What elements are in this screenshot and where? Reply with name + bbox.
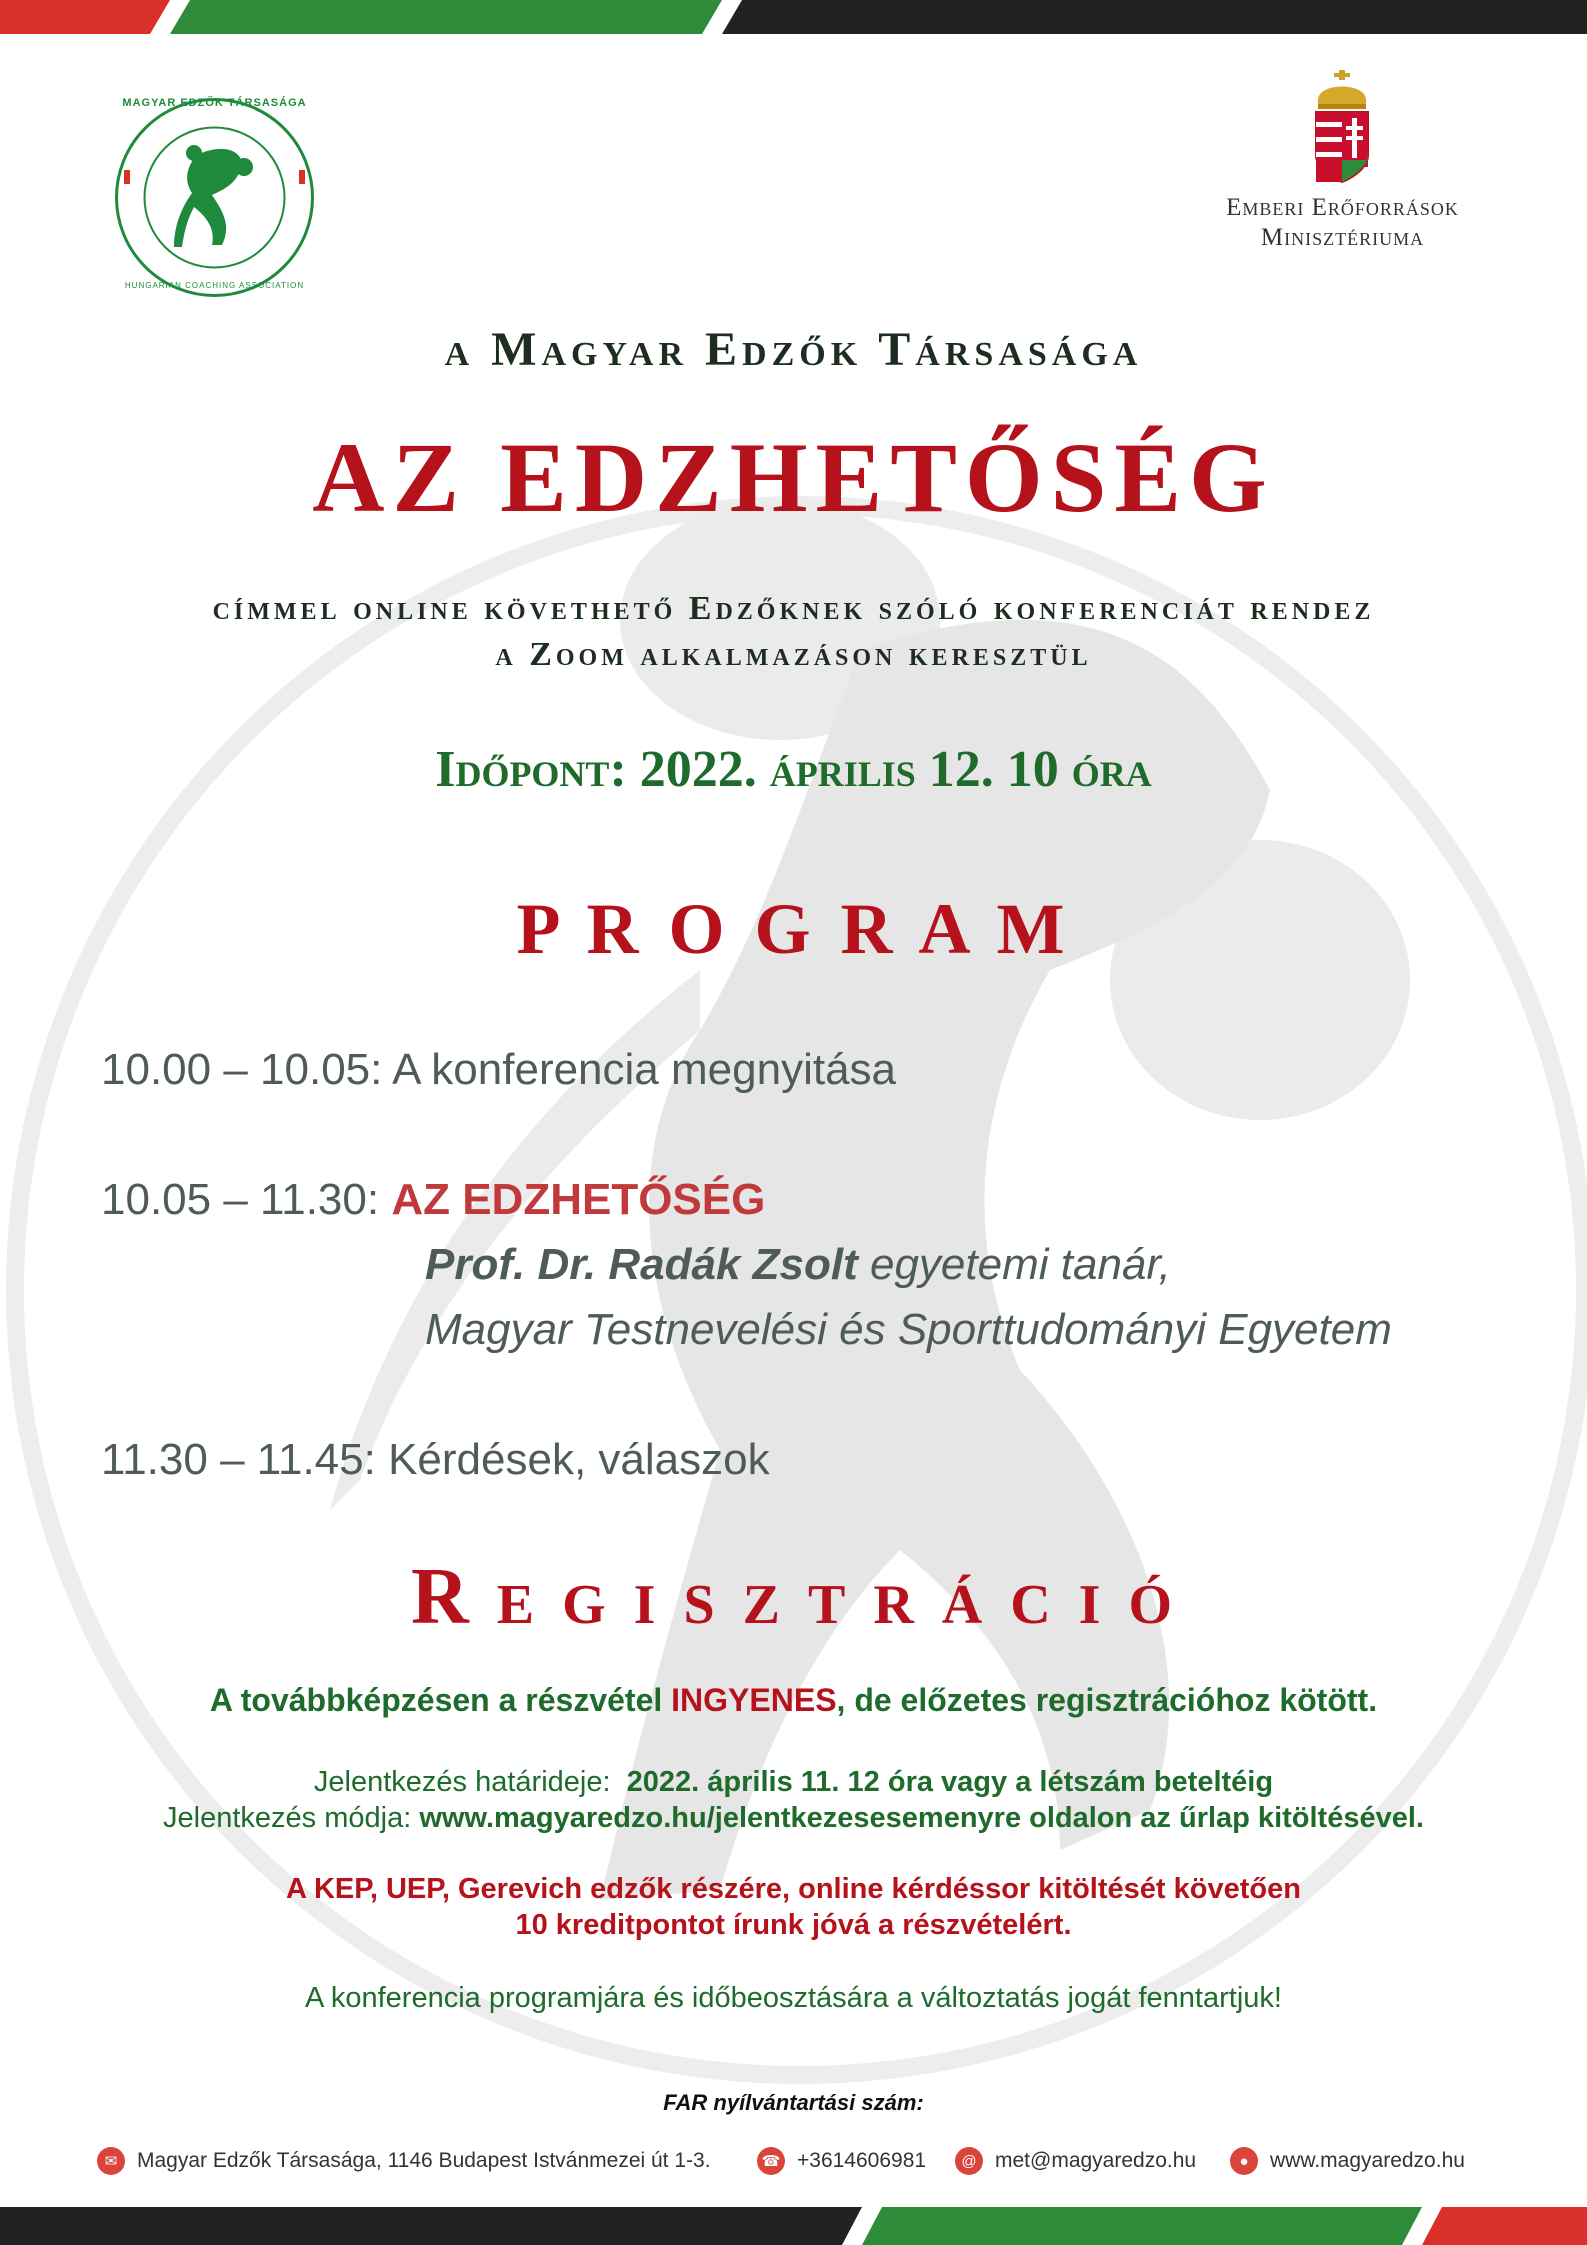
disclaimer: A konferencia programjára és időbeosztására a változtatás jogát fenntartjuk!: [305, 1982, 1282, 2014]
footer-website-text[interactable]: www.magyaredzo.hu: [1270, 2149, 1465, 2172]
method-value: www.magyaredzo.hu/jelentkezesesemenyre oldalon az űrlap kitöltésével.: [419, 1802, 1424, 1834]
footer-address: [97, 2147, 711, 2175]
free-text-pre: A továbbképzésen a részvétel: [209, 1682, 672, 1718]
subtitle-line1: címmel online követhető Edzőknek szóló konferenciát rendez: [212, 590, 1375, 627]
program-item-text: A konferencia megnyitása: [392, 1045, 897, 1094]
deadline-value: 2022. április 11. 12 óra vagy a létszám beteltéig: [626, 1766, 1274, 1798]
program-item-highlight: AZ EDZHETŐSÉG: [391, 1175, 766, 1224]
globe-icon: ●: [1230, 2147, 1258, 2175]
credit-line2: 10 kreditpontot írunk jóvá a részvételért.: [515, 1909, 1072, 1941]
speaker-name: Prof. Dr. Radák Zsolt: [425, 1240, 858, 1289]
org-logo-name: MAGYAR EDZŐK TÁRSASÁGA: [122, 97, 307, 109]
program-item: [101, 1435, 770, 1485]
footer-phone: [757, 2147, 926, 2175]
footer-phone-text: +3614606981: [797, 2149, 927, 2172]
bottom-stripe: [0, 2207, 1587, 2245]
program-heading: P R O G R A M: [516, 889, 1071, 969]
top-stripe: [0, 0, 1587, 34]
org-logo: [112, 95, 317, 300]
event-date: Időpont: 2022. április 12. 10 óra: [435, 741, 1152, 798]
at-sign-icon: @: [955, 2147, 983, 2175]
registration-heading: R e g i s z t r á c i ó: [411, 1553, 1176, 1641]
footer-email-text[interactable]: met@magyaredzo.hu: [995, 2149, 1197, 2172]
phone-icon: ☎: [757, 2147, 785, 2175]
deadline-line: [0, 1766, 1587, 1799]
envelope-icon: ✉: [97, 2147, 125, 2175]
method-label: Jelentkezés módja:: [163, 1802, 420, 1834]
program-item: [101, 1175, 765, 1225]
method-line: [0, 1802, 1587, 1835]
program-item-text: Kérdések, válaszok: [388, 1435, 770, 1484]
footer-address-text: Magyar Edzők Társasága, 1146 Budapest Istvánmezei út 1-3.: [137, 2149, 711, 2172]
program-item-time: 10.05 – 11.30:: [101, 1175, 380, 1224]
deadline-label: Jelentkezés határideje:: [313, 1766, 619, 1798]
free-participation-text: [0, 1682, 1587, 1719]
organizer-line: a Magyar Edzők Társasága: [444, 323, 1143, 376]
footer-email[interactable]: [955, 2147, 1196, 2175]
main-title: AZ EDZHETŐSÉG: [312, 422, 1275, 533]
footer-website[interactable]: [1230, 2147, 1465, 2175]
free-word: INGYENES: [671, 1682, 837, 1718]
ministry-name-line1: Emberi Erőforrások: [1226, 194, 1459, 221]
speaker-line: [425, 1240, 1171, 1290]
coat-of-arms-icon: [1312, 70, 1372, 185]
program-item-time: 10.00 – 10.05:: [101, 1045, 383, 1094]
free-text-post: , de előzetes regisztrációhoz kötött.: [836, 1682, 1378, 1718]
program-item-time: 11.30 – 11.45:: [101, 1435, 376, 1484]
ministry-logo: [1210, 70, 1475, 260]
credit-line1: A KEP, UEP, Gerevich edzők részére, online kérdéssor kitöltését követően: [286, 1873, 1301, 1905]
org-logo-subtitle: HUNGARIAN COACHING ASSOCIATION: [124, 281, 305, 290]
far-registration-number: FAR nyílvántartási szám:: [663, 2090, 924, 2115]
speaker-organization: Magyar Testnevelési és Sporttudományi Egyetem: [425, 1305, 1392, 1354]
speaker-role: egyetemi tanár,: [857, 1240, 1171, 1289]
program-item: [101, 1045, 896, 1095]
subtitle-line2: a Zoom alkalmazáson keresztül: [495, 636, 1092, 673]
ministry-name-line2: Minisztériuma: [1260, 224, 1425, 251]
